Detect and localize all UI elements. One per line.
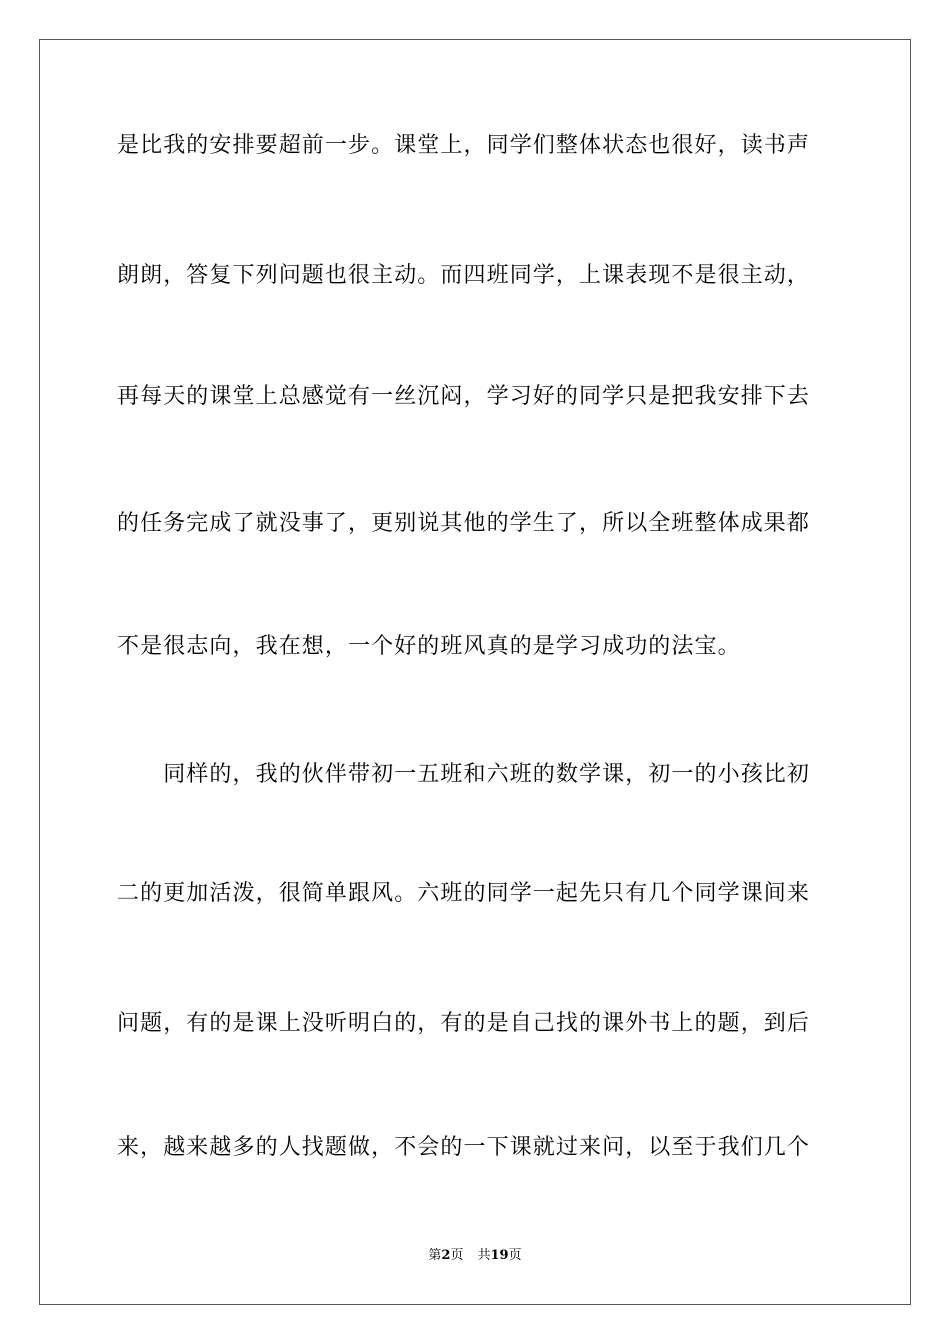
page-footer [0, 1247, 950, 1265]
paragraph-line: 二的更加活泼，很简单跟风。六班的同学一起先只有几个同学课间来 [117, 881, 811, 906]
page-border [39, 39, 911, 1305]
paragraph-line: 的任务完成了就没事了，更别说其他的学生了，所以全班整体成果都 [117, 511, 811, 536]
total-suffix: 页 [508, 1248, 522, 1263]
paragraph-line: 是比我的安排要超前一步。课堂上，同学们整体状态也很好，读书声 [117, 133, 811, 158]
page-number: 2 [441, 1248, 451, 1263]
total-pages: 19 [490, 1248, 509, 1263]
total-prefix: 共 [477, 1248, 491, 1263]
page-suffix: 页 [450, 1248, 464, 1263]
paragraph-line: 来，越来越多的人找题做，不会的一下课就过来问，以至于我们几个 [117, 1135, 811, 1160]
paragraph-line: 朗朗，答复下列问题也很主动。而四班同学，上课表现不是很主动， [117, 263, 811, 288]
paragraph-line: 同样的，我的伙伴带初一五班和六班的数学课，初一的小孩比初 [117, 762, 811, 787]
paragraph-line: 不是很志向，我在想，一个好的班风真的是学习成功的法宝。 [117, 634, 741, 659]
page-prefix: 第 [428, 1248, 442, 1263]
paragraph-line: 问题，有的是课上没听明白的，有的是自己找的课外书上的题，到后 [117, 1011, 811, 1036]
paragraph-line: 再每天的课堂上总感觉有一丝沉闷，学习好的同学只是把我安排下去 [117, 384, 811, 409]
